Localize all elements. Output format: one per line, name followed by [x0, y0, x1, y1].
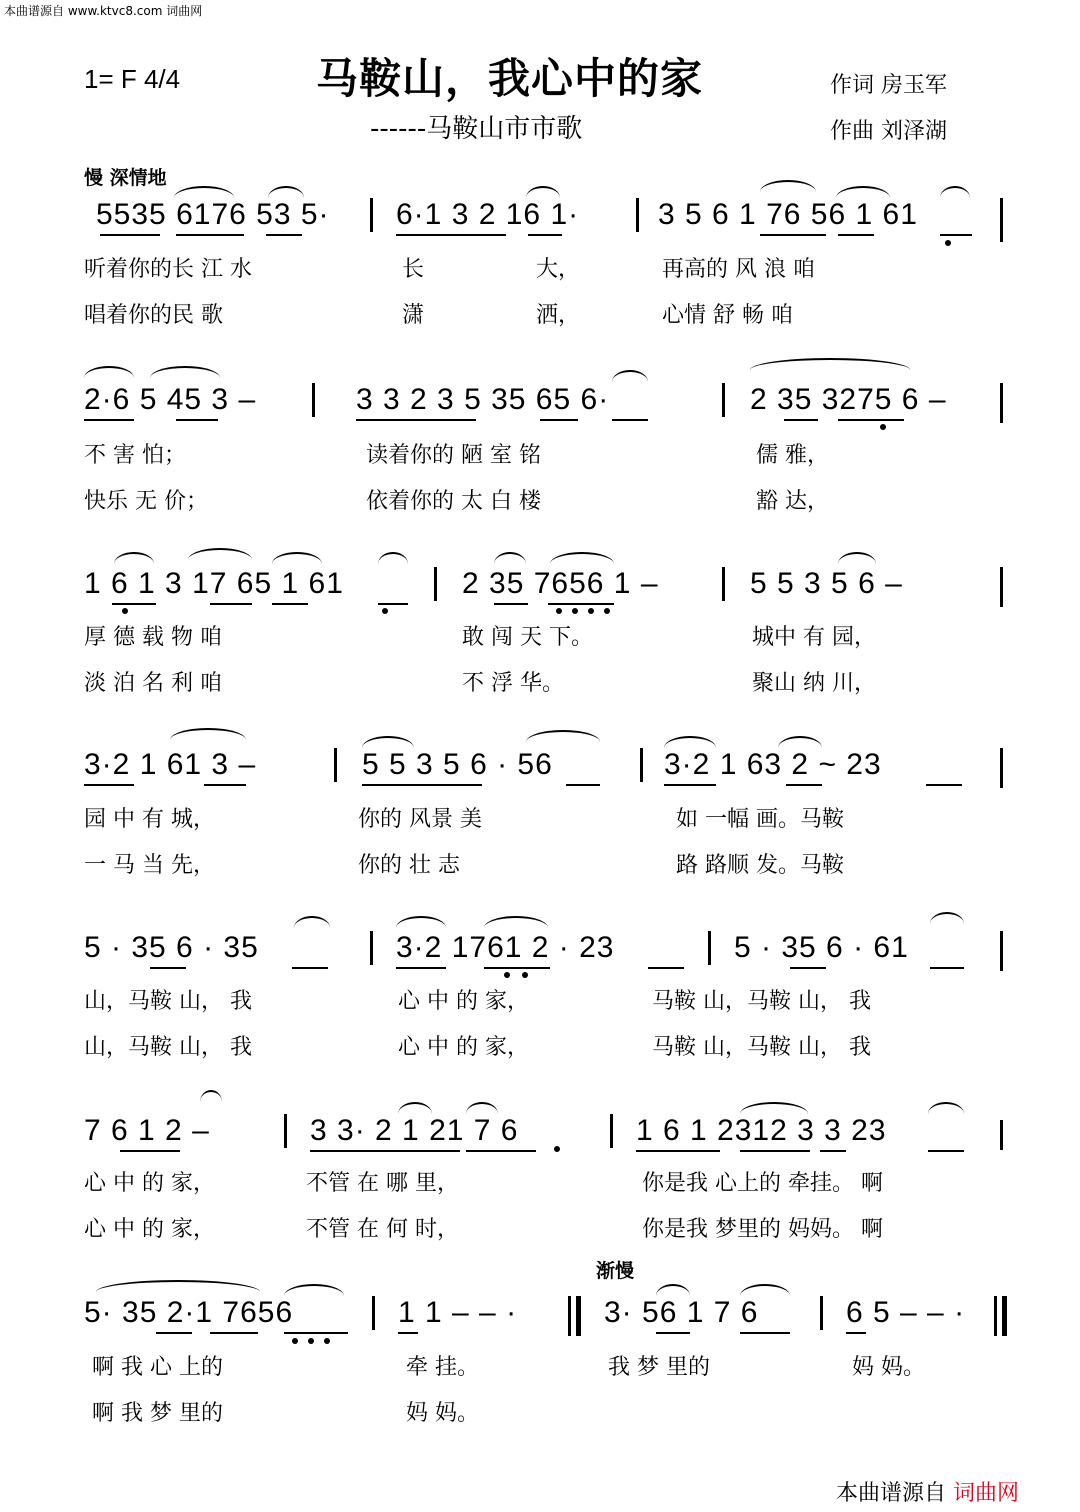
barline — [820, 1296, 823, 1330]
slur — [656, 1284, 690, 1296]
lyric-line-1: 听着你的长 江 水 — [84, 257, 252, 282]
underline-beam — [362, 784, 482, 786]
barline — [636, 198, 639, 232]
octave-dot — [504, 972, 510, 978]
underline-beam — [396, 967, 446, 969]
slur — [170, 728, 246, 740]
slur — [114, 552, 154, 564]
slur — [494, 552, 526, 564]
slur — [928, 1102, 964, 1114]
barline — [1000, 567, 1003, 607]
slur — [550, 552, 614, 564]
slur — [760, 180, 816, 192]
underline-beam — [784, 419, 818, 421]
underline-beam — [356, 419, 476, 421]
underline-beam — [84, 419, 134, 421]
measure-notes: 1 1 – – · — [398, 1296, 518, 1329]
slur — [294, 916, 330, 928]
underline-beam — [84, 784, 134, 786]
underline-beam — [786, 784, 822, 786]
slur — [612, 370, 648, 382]
lyric-line-1: 读着你的 陋 室 铭 — [366, 443, 541, 468]
underline-beam — [838, 419, 904, 421]
underline-beam — [378, 603, 408, 605]
measure-notes: 5 5 3 5 6 · 56 — [362, 748, 553, 781]
slur — [362, 736, 414, 748]
measure-notes: 2 35 3275 6 – — [750, 383, 947, 416]
lyric-line-2: 淡 泊 名 利 咱 — [84, 671, 222, 696]
barline — [372, 1296, 375, 1330]
underline-beam — [396, 234, 506, 236]
final-barline-thick — [1002, 1296, 1007, 1336]
slur — [188, 548, 252, 560]
underline-beam — [566, 784, 600, 786]
slur — [778, 736, 822, 748]
underline-beam — [636, 1150, 720, 1152]
barline — [312, 383, 315, 417]
underline-beam — [210, 1332, 258, 1334]
octave-dot — [324, 1338, 330, 1344]
slur — [96, 1280, 260, 1292]
lyric-line-1: 牵 挂。 — [406, 1355, 479, 1380]
measure-notes: 3 5 6 1 76 56 1 61 — [658, 198, 918, 231]
slur — [838, 552, 876, 564]
slur — [526, 730, 600, 742]
underline-beam — [838, 234, 874, 236]
lyric-line-2: 你是我 梦里的 妈妈。 啊 — [642, 1217, 883, 1242]
barline — [640, 748, 643, 782]
measure-notes: 6 5 – – · — [846, 1296, 966, 1329]
lyric-line-1: 敢 闯 天 下。 — [462, 625, 593, 650]
watermark-bottom-left: 本曲谱源自 — [836, 1481, 947, 1506]
octave-dot — [588, 608, 594, 614]
barline — [1000, 383, 1003, 423]
song-subtitle: ------马鞍山市市歌 — [370, 114, 583, 144]
measure-notes: 5· 35 2·1 7656 — [84, 1296, 294, 1329]
underline-beam — [740, 1150, 810, 1152]
lyric-line-1: 马鞍 山，马鞍 山， 我 — [652, 989, 871, 1014]
underline-beam — [846, 1332, 866, 1334]
slur — [740, 1102, 808, 1114]
barline — [1000, 1120, 1003, 1150]
slur — [740, 1284, 790, 1296]
lyric-line-2: 山，马鞍 山， 我 — [84, 1035, 252, 1060]
measure-notes: 3 3· 2 1 21 7 6 — [310, 1114, 519, 1147]
underline-beam — [926, 784, 962, 786]
lyric-line-1: 长 — [402, 257, 425, 282]
lyric-line-2: 聚山 纳 川， — [752, 671, 876, 696]
underline-beam — [820, 1150, 846, 1152]
slur — [174, 186, 234, 198]
underline-beam — [284, 1332, 348, 1334]
slur — [268, 186, 304, 198]
underline-beam — [664, 784, 716, 786]
final-barline — [994, 1296, 997, 1336]
underline-beam — [176, 419, 218, 421]
tempo-marking: 慢 深情地 — [84, 167, 167, 189]
underline-beam — [740, 1332, 790, 1334]
underline-beam — [940, 234, 972, 236]
barline — [1000, 198, 1003, 242]
lyric-line-2: 豁 达， — [756, 489, 829, 514]
slur — [836, 186, 890, 198]
underline-beam — [398, 1332, 418, 1334]
lyric-line-1: 儒 雅， — [756, 443, 829, 468]
lyric-line-2: 依着你的 太 白 楼 — [366, 489, 541, 514]
lyric-line-1: 啊 我 心 上的 — [92, 1355, 223, 1380]
lyric-line-2: 不 浮 华。 — [462, 671, 564, 696]
watermark-bottom — [836, 1476, 1019, 1507]
underline-beam — [204, 784, 246, 786]
lyric-line-1: 园 中 有 城， — [84, 807, 215, 832]
octave-dot — [308, 1338, 314, 1344]
underline-beam — [528, 234, 562, 236]
slur — [750, 358, 910, 370]
underline-beam — [100, 234, 160, 236]
lyric-line-1: 再高的 风 浪 咱 — [662, 257, 815, 282]
octave-dot — [556, 608, 562, 614]
lyric-line-1: 大， — [536, 257, 581, 282]
song-title: 马鞍山，我心中的家 — [316, 54, 704, 103]
octave-dot — [122, 608, 128, 614]
underline-beam — [272, 603, 308, 605]
underline-beam — [930, 967, 964, 969]
lyric-line-2: 不管 在 何 时， — [306, 1217, 459, 1242]
lyric-line-1: 城中 有 园， — [752, 625, 876, 650]
slur — [378, 552, 408, 564]
slur — [484, 916, 548, 928]
lyric-line-1: 山，马鞍 山， 我 — [84, 989, 252, 1014]
lyric-line-1: 心 中 的 家， — [84, 1171, 215, 1196]
measure-notes: 5 · 35 6 · 61 — [734, 931, 909, 964]
underline-beam — [612, 419, 648, 421]
slur — [940, 186, 970, 198]
measure-notes: 1 6 1 2312 3 3 23 — [636, 1114, 887, 1147]
barline — [284, 1114, 287, 1148]
measure-notes: 5 5 3 5 6 – — [750, 567, 903, 600]
barline — [722, 383, 725, 417]
slur — [466, 1102, 498, 1114]
barline — [434, 567, 437, 601]
watermark-bottom-right[interactable]: 词曲网 — [953, 1481, 1020, 1506]
underline-beam — [150, 967, 186, 969]
underline-beam — [928, 1150, 964, 1152]
slur — [272, 552, 322, 564]
lyric-line-1: 心 中 的 家， — [398, 989, 529, 1014]
lyric-line-2: 潇 — [402, 303, 425, 328]
measure-notes: 1 6 1 3 17 65 1 61 — [84, 567, 344, 600]
barline — [722, 567, 725, 601]
underline-beam — [112, 603, 156, 605]
lyric-line-2: 洒， — [536, 303, 581, 328]
lyric-line-2: 唱着你的民 歌 — [84, 303, 223, 328]
underline-beam — [120, 1150, 180, 1152]
octave-dot — [382, 608, 388, 614]
slur — [284, 1284, 344, 1296]
octave-dot — [522, 972, 528, 978]
barline — [370, 198, 373, 232]
watermark-top: 本曲谱源自 www.ktvc8.com 词曲网 — [4, 4, 203, 18]
repeat-barline — [568, 1296, 571, 1336]
slur — [150, 366, 220, 378]
barline — [1000, 931, 1003, 971]
underline-beam — [648, 967, 684, 969]
underline-beam — [156, 1332, 192, 1334]
octave-dot — [880, 424, 886, 430]
octave-dot — [554, 1146, 560, 1152]
repeat-barline-thick — [576, 1296, 581, 1336]
lyric-line-1: 你的 风景 美 — [358, 807, 482, 832]
composer: 作曲 刘泽湖 — [830, 119, 947, 144]
underline-beam — [656, 1332, 690, 1334]
underline-beam — [310, 1150, 460, 1152]
barline — [334, 748, 337, 782]
barline — [1000, 748, 1003, 788]
slur — [396, 916, 446, 928]
measure-notes: 5535 6176 53 5· — [96, 198, 330, 231]
lyric-line-2: 快乐 无 价； — [84, 489, 208, 514]
underline-beam — [548, 603, 614, 605]
underline-beam — [210, 603, 252, 605]
slur — [200, 1090, 222, 1102]
measure-notes: 3·2 1 61 3 – — [84, 748, 257, 781]
slur — [930, 912, 964, 924]
underline-beam — [540, 419, 578, 421]
measure-notes: 6·1 3 2 16 1· — [396, 198, 580, 231]
measure-notes: 7 6 1 2 – — [84, 1114, 210, 1147]
underline-beam — [760, 234, 826, 236]
measure-notes: 5 · 35 6 · 35 — [84, 931, 259, 964]
lyric-line-2: 路 路顺 发。马鞍 — [676, 853, 844, 878]
slur — [84, 366, 134, 378]
lyric-line-1: 不管 在 哪 里， — [306, 1171, 459, 1196]
octave-dot — [604, 608, 610, 614]
lyric-line-2: 心 中 的 家， — [84, 1217, 215, 1242]
measure-notes: 2·6 5 45 3 – — [84, 383, 257, 416]
lyric-line-1: 如 一幅 画。马鞍 — [676, 807, 844, 832]
lyric-line-1: 妈 妈。 — [852, 1355, 925, 1380]
lyric-line-1: 厚 德 载 物 咱 — [84, 625, 222, 650]
key-signature: 1= F 4/4 — [84, 64, 181, 94]
measure-notes: 3·2 1 63 2 ~ 23 — [664, 748, 882, 781]
underline-beam — [790, 967, 826, 969]
lyric-line-2: 你的 壮 志 — [358, 853, 460, 878]
lyricist: 作词 房玉军 — [830, 73, 947, 98]
barline — [708, 931, 711, 965]
lyric-line-2: 啊 我 梦 里的 — [92, 1401, 223, 1426]
measure-notes: 2 35 7656 1 – — [462, 567, 659, 600]
measure-notes: 3 3 2 3 5 35 65 6· — [356, 383, 610, 416]
underline-beam — [466, 1150, 536, 1152]
slur — [664, 736, 716, 748]
lyric-line-2: 心 中 的 家， — [398, 1035, 529, 1060]
slur — [526, 186, 560, 198]
octave-dot — [292, 1338, 298, 1344]
octave-dot — [572, 608, 578, 614]
lyric-line-1: 你是我 心上的 牵挂。 啊 — [642, 1171, 883, 1196]
octave-dot — [945, 240, 951, 246]
lyric-line-2: 妈 妈。 — [406, 1401, 479, 1426]
lyric-line-2: 马鞍 山，马鞍 山， 我 — [652, 1035, 871, 1060]
barline — [610, 1114, 613, 1148]
underline-beam — [176, 234, 244, 236]
underline-beam — [266, 234, 302, 236]
slur — [398, 1102, 432, 1114]
lyric-line-2: 心情 舒 畅 咱 — [662, 303, 793, 328]
lyric-line-1: 不 害 怕； — [84, 443, 186, 468]
measure-notes: 3·2 1761 2 · 23 — [396, 931, 615, 964]
underline-beam — [494, 603, 528, 605]
lyric-line-2: 一 马 当 先， — [84, 853, 215, 878]
lyric-line-1: 我 梦 里的 — [608, 1355, 710, 1380]
underline-beam — [292, 967, 328, 969]
measure-notes: 3· 56 1 7 6 — [604, 1296, 759, 1329]
barline — [370, 931, 373, 965]
tempo-change: 渐慢 — [596, 1260, 635, 1282]
underline-beam — [484, 967, 550, 969]
